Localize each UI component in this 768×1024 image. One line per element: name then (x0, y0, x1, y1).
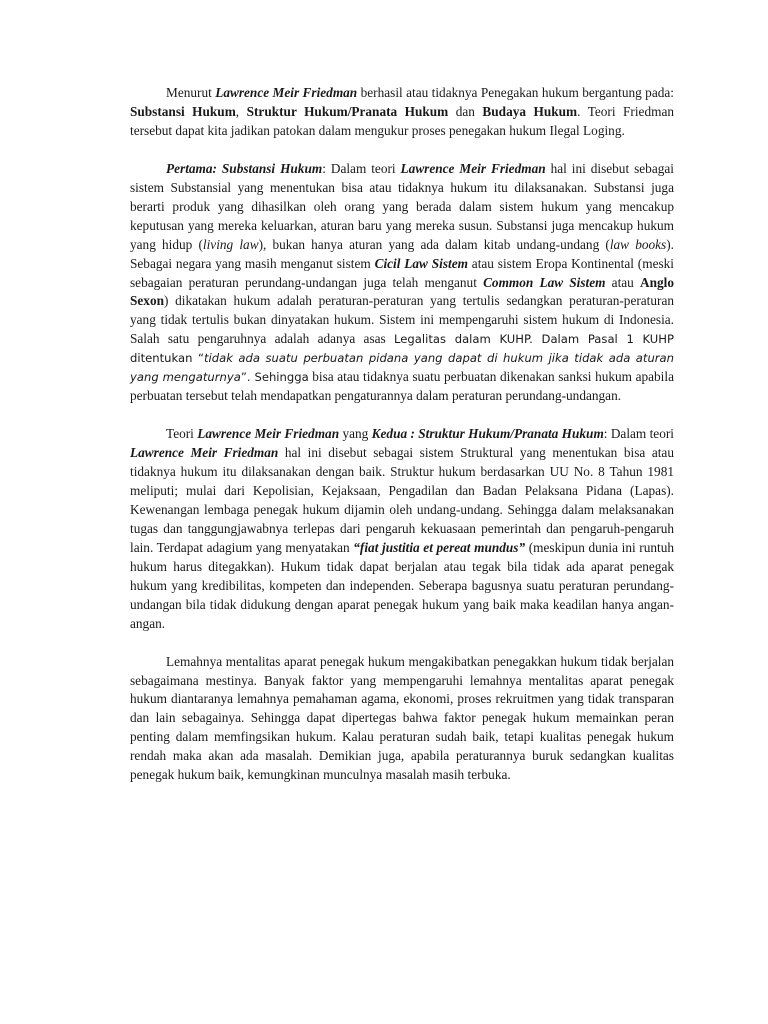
section-heading-pertama: Pertama: Substansi Hukum (166, 160, 323, 176)
text-run: berhasil atau tidaknya Penegakan hukum bergantung pada: (357, 85, 674, 100)
text-run: (meskipun dunia ini runtuh hukum harus ditegakkan). Hukum tidak dapat berjalan atau tegak bila tidak ada aparat penegak hukum yang kredibilitas, kompeten dan independen. Seberapa bagusnya suatu peraturan perundang-undangan bila tidak didukung dengan aparat penegak hukum yang baik maka keadilan hanya angan-angan. (130, 539, 674, 631)
term-cicil-law-sistem: Cicil Law Sistem (374, 255, 468, 271)
text-run: Teori (166, 426, 198, 442)
author-name: Lawrence Meir Friedman (400, 160, 546, 176)
text-run: bisa atau tidaknya suatu perbuatan dikenakan sanksi hukum apabila perbuatan tersebut telah mendapatkan pengaturannya dalam peraturan perundang-undangan. (130, 369, 674, 404)
text-run: atau sistem Eropa Kontinental (meski sebagaian peraturan perundang-undangan juga telah menganut (130, 255, 674, 290)
term-common-law-sistem: Common Law Sistem (483, 274, 606, 290)
term-struktur-hukum: Struktur Hukum/Pranata Hukum (246, 103, 449, 119)
paragraph-substansi-hukum (130, 160, 674, 406)
author-name: Lawrence Meir Friedman (130, 445, 279, 461)
term-living-law: living law (202, 236, 259, 252)
text-run: , (235, 103, 247, 119)
text-run: yang (339, 426, 372, 442)
text-run: ) dikatakan hukum adalah peraturan-peraturan yang tertulis sedangkan peraturan-peraturan yang tidak tertulis bukan dinyatakan hukum. Sistem ini mempengaruhi sistem hukum di Indonesia. Salah satu pengaruhnya adalah adanya asas (130, 293, 674, 347)
document-page (130, 84, 674, 785)
text-run-sehingga: ”. Sehingga (240, 370, 309, 385)
text-run: Lemahnya mentalitas aparat penegak hukum mengakibatkan penegakkan hukum tidak berjalan sebagaimana mestinya. Banyak faktor yang mempengaruhi lemahnya mentalitas aparat penegak hukum diantaranya lemahnya pemahaman agama, ekonomi, proses rekruitmen yang tidak transparan dan lain sebagainya. Sehingga dapat dipertegas bahwa faktor penegak hukum memainkan peran penting dalam memfingsikan hukum. Kalau peraturan sudah baik, tetapi kualitas penegak hukum rendah maka akan ada masalah. Demikian juga, apabila peraturannya buruk sedangkan kualitas penegak hukum baik, kemungkinan munculnya masalah masih terbuka. (130, 653, 674, 783)
text-run: : Dalam teori (322, 160, 401, 176)
author-name: Lawrence Meir Friedman (215, 85, 358, 100)
text-run-legalitas: Legalitas dalam KUHP. Dalam Pasal 1 KUHP ditentukan “ (130, 332, 674, 366)
text-run: ). Sebagai negara yang masih menganut sistem (130, 236, 674, 271)
term-law-books: law books (609, 236, 667, 252)
text-run: dan (448, 103, 483, 119)
term-substansi-hukum: Substansi Hukum (130, 103, 236, 119)
quote-pasal-1-kuhp: tidak ada suatu perbuatan pidana yang dapat di hukum jika tidak ada aturan yang mengaturnya (130, 351, 675, 385)
text-run: hal ini disebut sebagai sistem Struktural yang menentukan bisa atau tidaknya hukum itu dilaksanakan dengan baik. Struktur hukum berdasarkan UU No. 8 Tahun 1981 meliputi; mulai dari Kepolisian, Kejaksaan, Pengadilan dan Badan Pelaksana Pidana (Lapas). Kewenangan lembaga penegak hukum dijamin oleh undang-undang. Sehingga dalam melaksanakan tugas dan tanggungjawabnya terlepas dari pengaruh kekuasaan pemerintah dan pengaruh-pengaruh lain. Terdapat adagium yang menyatakan (130, 445, 674, 555)
term-anglo-sexon: Anglo Sexon (130, 274, 674, 309)
text-run: ), bukan hanya aturan yang ada dalam kitab undang-undang ( (258, 236, 610, 252)
text-run: hal ini disebut sebagai sistem Substansial yang menentukan bisa atau tidaknya hukum itu dilaksanakan. Substansi juga berarti produk yang dihasilkan oleh orang yang berada dalam sistem hukum yang mencakup keputusan yang mereka keluarkan, aturan baru yang mereka susun. Substansi juga mencakup hukum yang hidup ( (130, 160, 674, 252)
adagium-quote: “fiat justitia et pereat mundus” (353, 539, 526, 555)
paragraph-friedman-intro (130, 84, 674, 141)
paragraph-mentalitas-aparat (130, 653, 674, 786)
text-run: : Dalam teori (603, 426, 674, 442)
text-run: atau (605, 274, 640, 290)
text-run: Menurut (166, 85, 216, 100)
term-budaya-hukum: Budaya Hukum (482, 103, 578, 119)
author-name: Lawrence Meir Friedman (197, 426, 340, 442)
section-heading-kedua: Kedua : Struktur Hukum/Pranata Hukum (371, 426, 604, 442)
paragraph-struktur-hukum (130, 425, 674, 633)
text-run: . Teori Friedman tersebut dapat kita jadikan patokan dalam mengukur proses penegakan hukum Ilegal Loging. (130, 103, 674, 138)
